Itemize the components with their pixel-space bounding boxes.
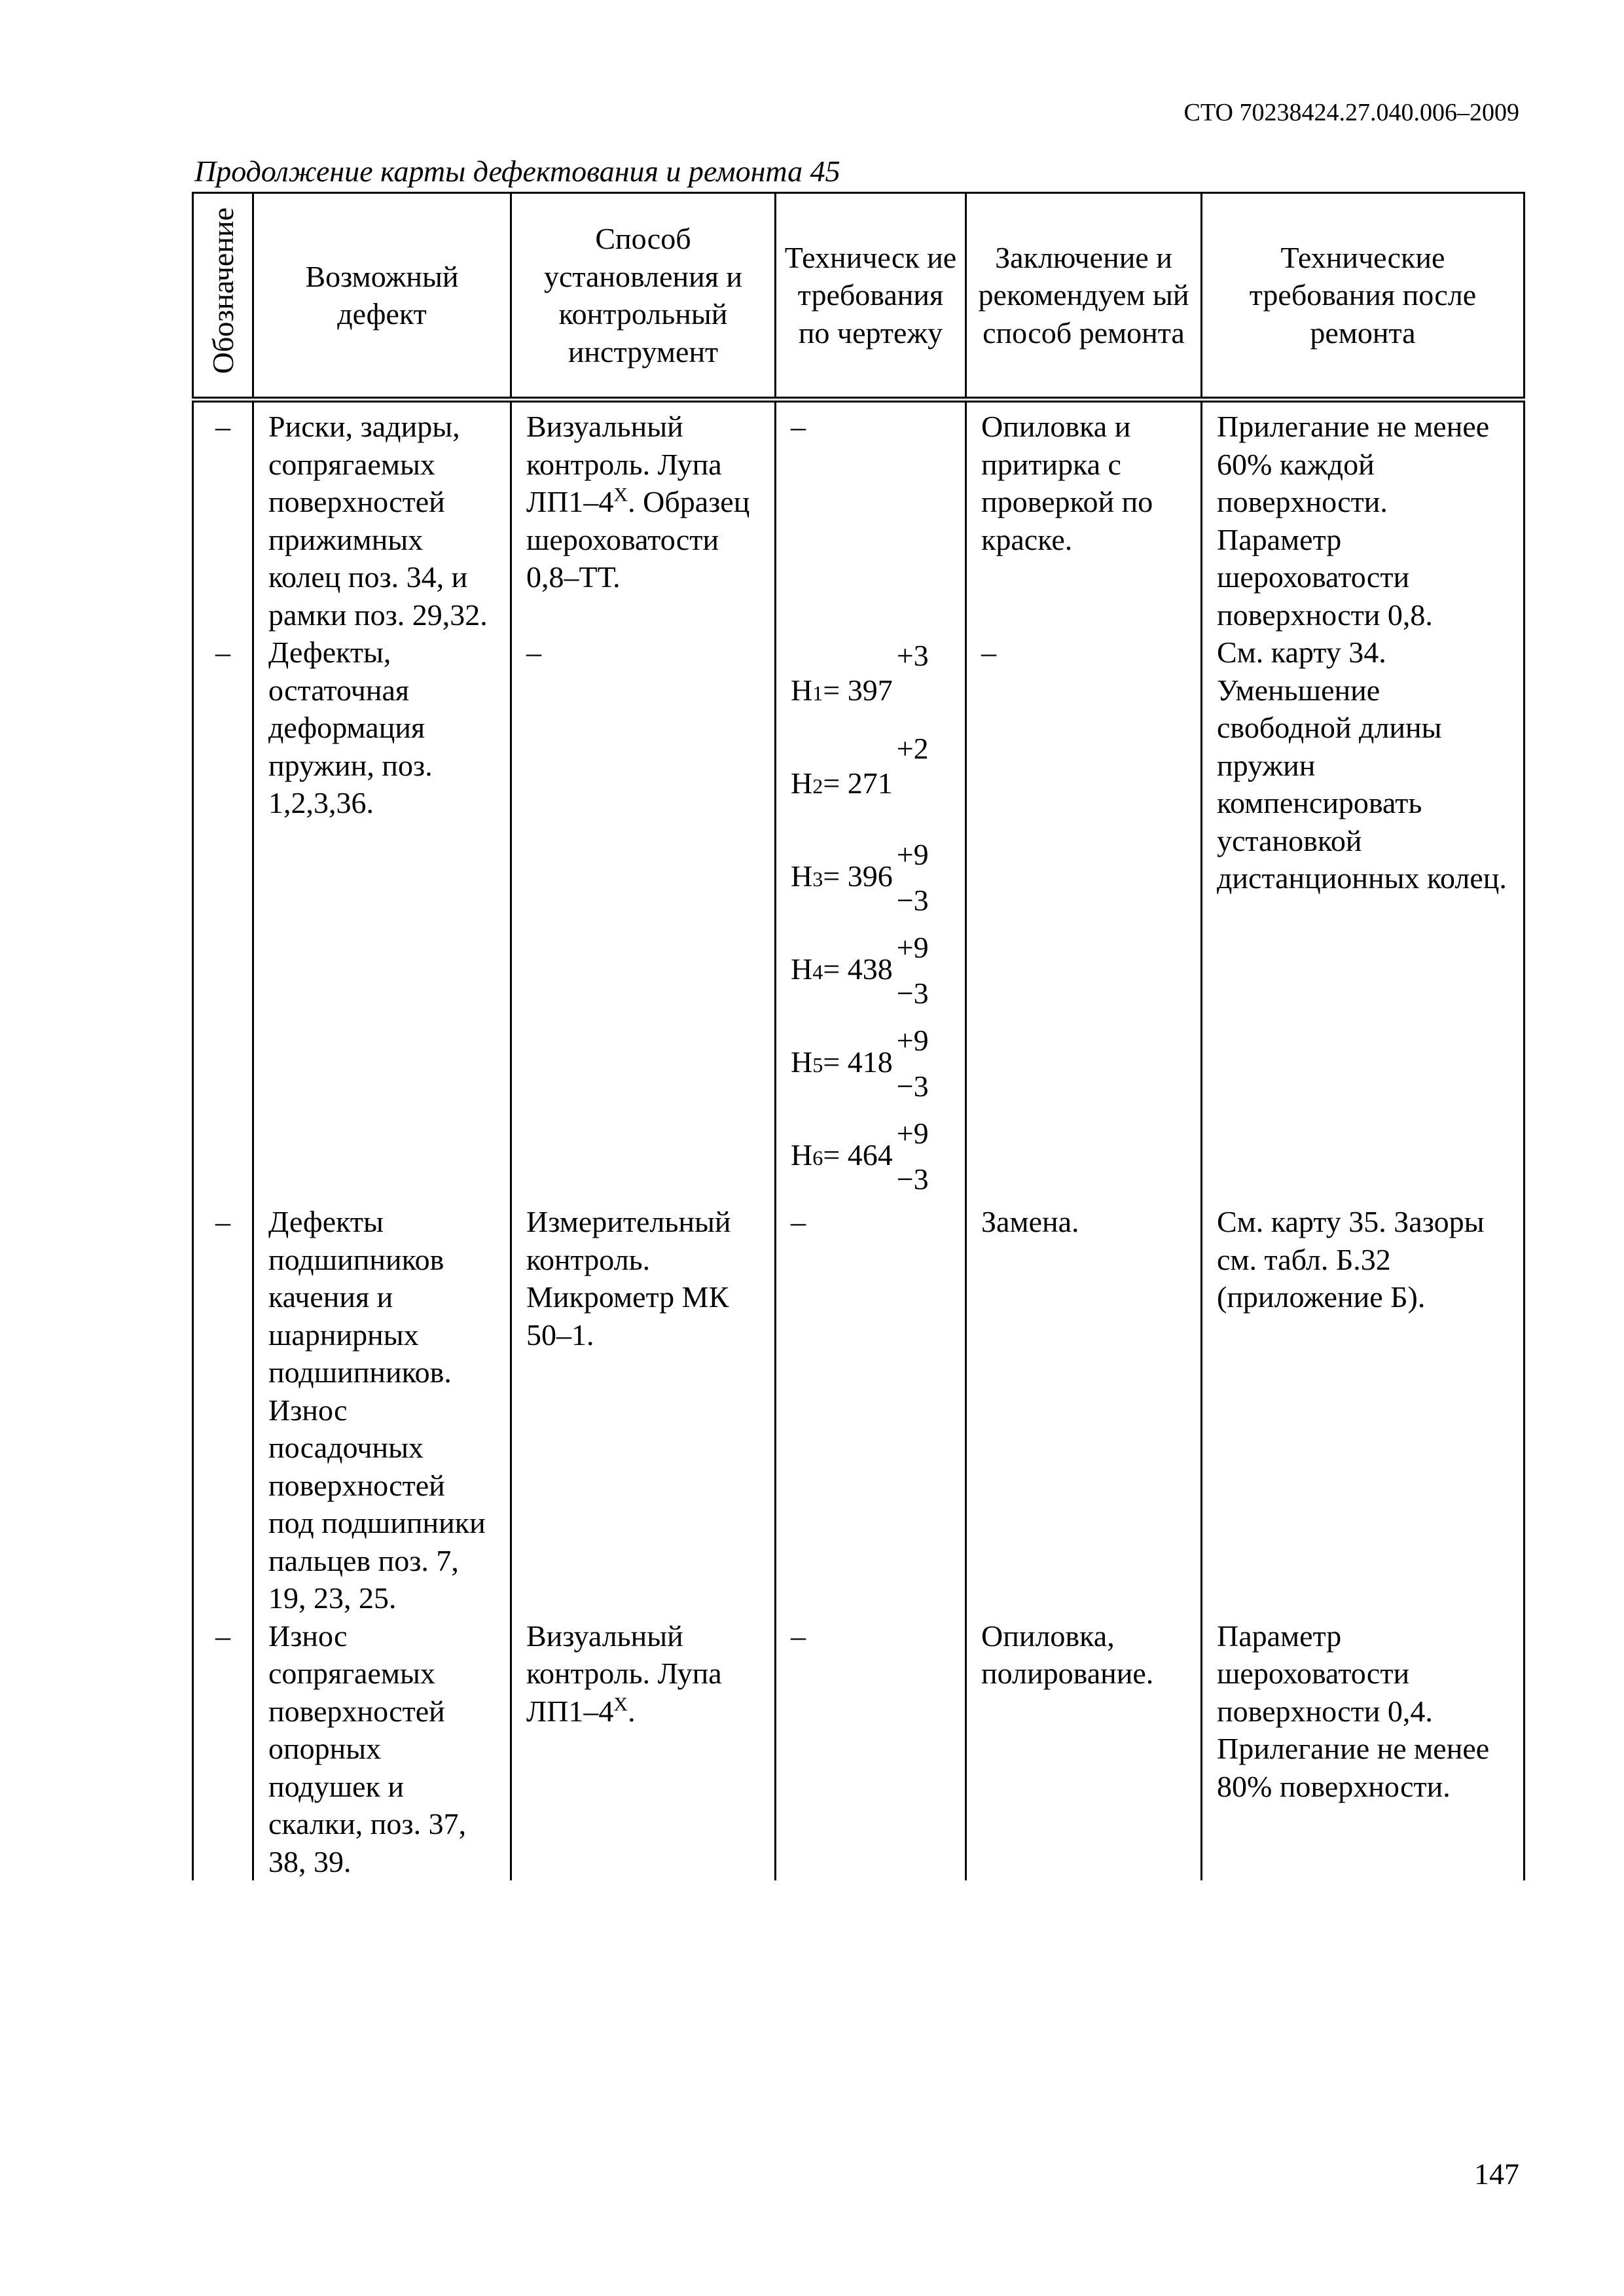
table-row	[193, 634, 1525, 1203]
spring-length-item: H6= 464 +9 −3	[791, 1117, 929, 1196]
table-row	[193, 1617, 1525, 1881]
dim-upper-tolerance: +9	[896, 931, 929, 964]
row-drawing: –	[776, 1617, 966, 1881]
header-designation-label: Обозначение	[206, 207, 240, 374]
method-text-after: .	[628, 1694, 636, 1728]
dim-value: 418	[847, 1045, 893, 1079]
dim-index: 1	[812, 681, 823, 705]
row-method: –	[511, 634, 776, 1203]
header-designation	[193, 193, 253, 400]
row-defect: Риски, задиры, сопрягаемых поверхностей прижимных колец поз. 34, и рамки поз. 29,32.	[253, 400, 511, 634]
row-mark: –	[193, 634, 253, 1203]
dim-index: 4	[812, 960, 823, 984]
row-mark: –	[193, 1203, 253, 1617]
dim-index: 3	[812, 867, 823, 891]
row-defect: Дефекты подшипников качения и шарнирных подшипников. Износ посадочных поверхностей под подшипники пальцев поз. 7, 19, 23, 25.	[253, 1203, 511, 1617]
dim-symbol: H	[791, 766, 813, 800]
header-after-repair: Технические требования после ремонта	[1202, 193, 1525, 400]
spring-length-item: H2= 271 +2	[791, 732, 929, 800]
spring-length-list	[791, 634, 950, 1203]
method-text: Визуальный контроль. Лупа ЛП1–4	[526, 1619, 722, 1728]
row-method: Измерительный контроль. Микрометр МК 50–1.	[511, 1203, 776, 1617]
row-after: Прилегание не менее 60% каждой поверхности. Параметр шероховатости поверхности 0,8.	[1202, 400, 1525, 634]
spring-length-item: H4= 438 +9 −3	[791, 931, 929, 1010]
row-drawing-dimensions	[776, 634, 966, 1203]
dim-lower-tolerance: −3	[896, 1069, 929, 1103]
dim-symbol: H	[791, 952, 813, 986]
spring-length-item: H1= 397 +3	[791, 639, 929, 707]
method-text-after: . Образец шероховатости 0,8–ТТ.	[526, 485, 750, 594]
dim-symbol: H	[791, 1045, 813, 1079]
dim-symbol: H	[791, 1138, 813, 1172]
dim-upper-tolerance: +9	[896, 838, 929, 871]
spring-length-item: H3= 396 +9 −3	[791, 838, 929, 917]
defect-repair-table	[192, 192, 1525, 1880]
row-mark: –	[193, 400, 253, 634]
header-method: Способ установления и контрольный инструмент	[511, 193, 776, 400]
dim-value: 396	[847, 859, 893, 893]
row-defect: Дефекты, остаточная деформация пружин, поз. 1,2,3,36.	[253, 634, 511, 1203]
spring-length-item: H5= 418 +9 −3	[791, 1024, 929, 1103]
dim-index: 5	[812, 1052, 823, 1077]
row-mark: –	[193, 1617, 253, 1881]
header-defect: Возможный дефект	[253, 193, 511, 400]
row-after: См. карту 35. Зазоры см. табл. Б.32 (приложение Б).	[1202, 1203, 1525, 1617]
table-header-row	[193, 193, 1525, 400]
row-after: Параметр шероховатости поверхности 0,4. Прилегание не менее 80% поверхности.	[1202, 1617, 1525, 1881]
dim-lower-tolerance: −3	[896, 1162, 929, 1196]
dim-lower-tolerance: −3	[896, 884, 929, 917]
dim-value: 464	[847, 1138, 893, 1172]
dim-value: 438	[847, 952, 893, 986]
method-text: Визуальный контроль. Лупа ЛП1–4	[526, 410, 722, 518]
dim-lower-tolerance: −3	[896, 977, 929, 1010]
row-after: См. карту 34. Уменьшение свободной длины пружин компенсировать установкой дистанционных колец.	[1202, 634, 1525, 1203]
row-method	[511, 400, 776, 634]
header-repair-method: Заключение и рекомендуем ый способ ремонта	[966, 193, 1202, 400]
row-drawing: –	[776, 1203, 966, 1617]
dim-value: 397	[847, 673, 893, 707]
row-repair: Опиловка, полирование.	[966, 1617, 1202, 1881]
dim-symbol: H	[791, 859, 813, 893]
dim-upper-tolerance: +9	[896, 1117, 929, 1150]
header-drawing-requirements: Техническ ие требования по чертежу	[776, 193, 966, 400]
table-row	[193, 400, 1525, 634]
row-drawing: –	[776, 400, 966, 634]
dim-index: 2	[812, 774, 823, 798]
row-repair: Замена.	[966, 1203, 1202, 1617]
row-repair: Опиловка и притирка с проверкой по краске.	[966, 400, 1202, 634]
method-superscript: X	[613, 484, 628, 506]
method-superscript: X	[613, 1693, 628, 1715]
document-code: СТО 70238424.27.040.006–2009	[1183, 99, 1519, 126]
table-row	[193, 1203, 1525, 1617]
page-number: 147	[1474, 2157, 1519, 2191]
row-defect: Износ сопрягаемых поверхностей опорных подушек и скалки, поз. 37, 38, 39.	[253, 1617, 511, 1881]
dim-upper-tolerance: +3	[896, 639, 929, 672]
row-method	[511, 1617, 776, 1881]
dim-value: 271	[847, 766, 893, 800]
dim-index: 6	[812, 1145, 823, 1170]
dim-upper-tolerance: +9	[896, 1024, 929, 1057]
dim-symbol: H	[791, 673, 813, 707]
row-repair: –	[966, 634, 1202, 1203]
dim-upper-tolerance: +2	[896, 732, 929, 765]
table-caption: Продолжение карты дефектования и ремонта 45	[194, 154, 840, 188]
